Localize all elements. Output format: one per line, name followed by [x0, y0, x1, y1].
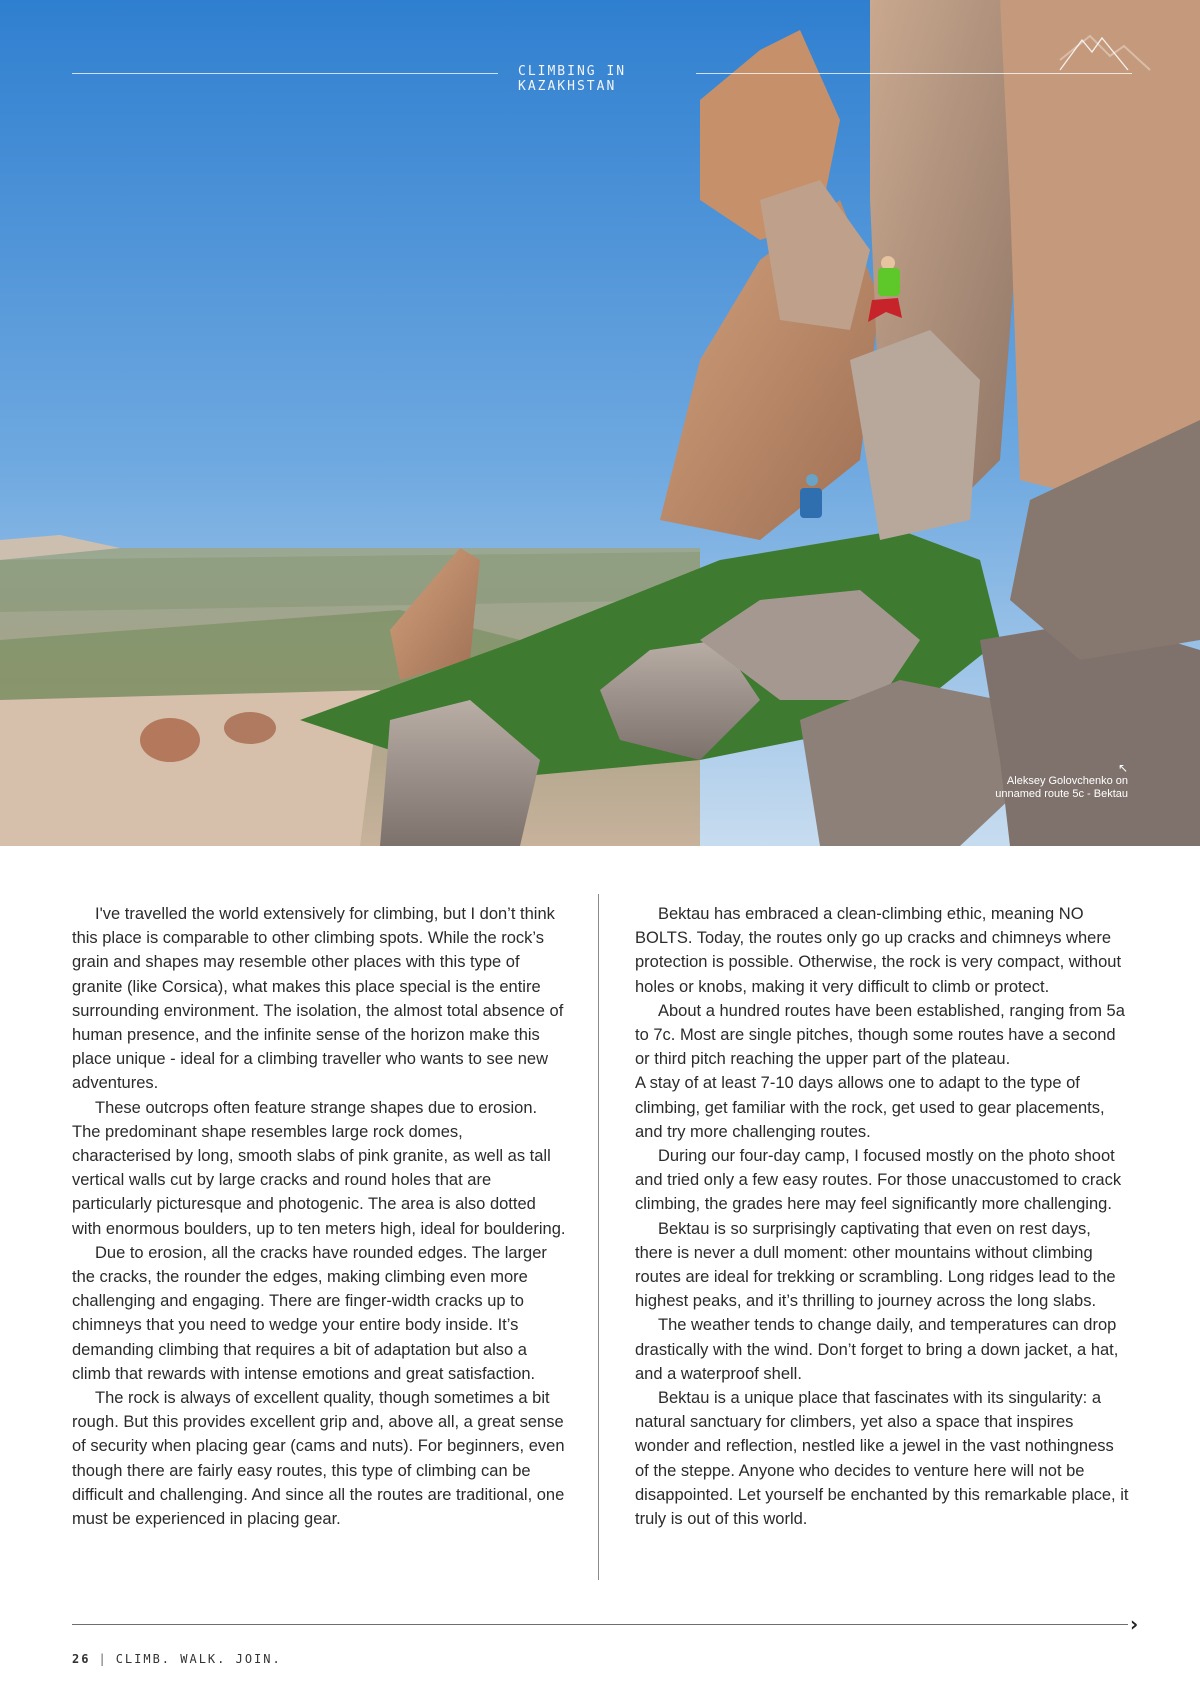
caption-text: Aleksey Golovchenko on unnamed route 5c - Bektau	[995, 775, 1128, 800]
paragraph: The weather tends to change daily, and temperatures can drop drastically with the wind. Don’t forget to bring a down jacket, a hat, and a waterproof shell.	[635, 1316, 1119, 1383]
paragraph: A stay of at least 7-10 days allows one to adapt to the type of climbing, get familiar with the rock, get used to gear placements, and try more challenging routes.	[635, 1074, 1105, 1141]
article-body	[72, 902, 1128, 1582]
header-rule-right	[696, 73, 1132, 74]
header-rule-left	[72, 73, 498, 74]
page-number: 26	[72, 1652, 91, 1666]
section-title: CLIMBING IN KAZAKHSTAN	[518, 64, 627, 94]
paragraph: Due to erosion, all the cracks have rounded edges. The larger the cracks, the rounder the edges, making climbing even more challenging and engaging. There are finger-width cracks up to chimneys that you need to wedge your entire body inside. It’s demanding climbing that requires a bit of adaptation but also a climb that rewards with intense emotions and great satisfaction.	[72, 1243, 547, 1383]
chevron-right-icon[interactable]: ›	[1130, 1612, 1139, 1636]
footer-rule	[72, 1624, 1128, 1625]
paragraph: Bektau is a unique place that fascinates with its singularity: a natural sanctuary for climbers, yet also a space that inspires wonder and reflection, nestled like a jewel in the vast nothingness of the steppe. Anyone who decides to venture here will not be disappointed. Let yourself be enchanted by this remarkable place, it truly is out of this world.	[635, 1389, 1129, 1529]
paragraph: Bektau has embraced a clean-climbing ethic, meaning NO BOLTS. Today, the routes only go up cracks and chimneys where protection is possible. Otherwise, the rock is very compact, without holes or knobs, making it very difficult to climb or protect.	[635, 905, 1122, 996]
mountain-outline-icon	[1058, 32, 1130, 72]
paragraph: The rock is always of excellent quality, though sometimes a bit rough. But this provides excellent grip and, above all, a great sense of security when placing gear (cams and nuts). For beginners, even though there are fairly easy routes, this type of climbing can be difficult and challenging. And since all the routes are traditional, one must be experienced in placing gear.	[72, 1389, 565, 1529]
running-header	[72, 64, 1128, 94]
magazine-name: CLIMB. WALK. JOIN.	[115, 1652, 282, 1666]
paragraph: Bektau is so surprisingly captivating that even on rest days, there is never a dull moment: other mountains without climbing routes are ideal for trekking or scrambling. Long ridges lead to the highest peaks, and it’s thrilling to journey across the long slabs.	[635, 1219, 1116, 1311]
page-footer	[72, 1652, 282, 1666]
footer-separator: |	[98, 1652, 108, 1666]
hero-photo	[0, 0, 1200, 846]
paragraph: During our four-day camp, I focused mostly on the photo shoot and tried only a few easy routes. For those unaccustomed to crack climbing, the grades here may feel significantly more challenging.	[635, 1147, 1122, 1214]
paragraph: About a hundred routes have been established, ranging from 5a to 7c. Most are single pitches, though some routes have a second or third pitch reaching the upper part of the plateau.	[635, 1001, 1125, 1069]
paragraph: These outcrops often feature strange shapes due to erosion. The predominant shape resembles large rock domes, characterised by long, smooth slabs of pink granite, as well as tall vertical walls cut by large cracks and round holes that are particularly picturesque and photogenic. The area is also dotted with enormous boulders, up to ten meters high, ideal for bouldering.	[72, 1098, 566, 1238]
caption-arrow-icon: ↖	[1117, 761, 1128, 775]
climbing-landscape-image	[0, 0, 1200, 846]
right-column	[635, 902, 1129, 1531]
left-column	[72, 902, 566, 1531]
photo-caption	[978, 762, 1128, 801]
paragraph: I've travelled the world extensively for climbing, but I don’t think this place is comparable to other climbing spots. While the rock’s grain and shapes may resemble other places with this type of granite (like Corsica), what makes this place special is the entire surrounding environment. The isolation, the almost total absence of human presence, and the infinite sense of the horizon make this place unique - ideal for a climbing traveller who wants to see new adventures.	[72, 905, 564, 1093]
